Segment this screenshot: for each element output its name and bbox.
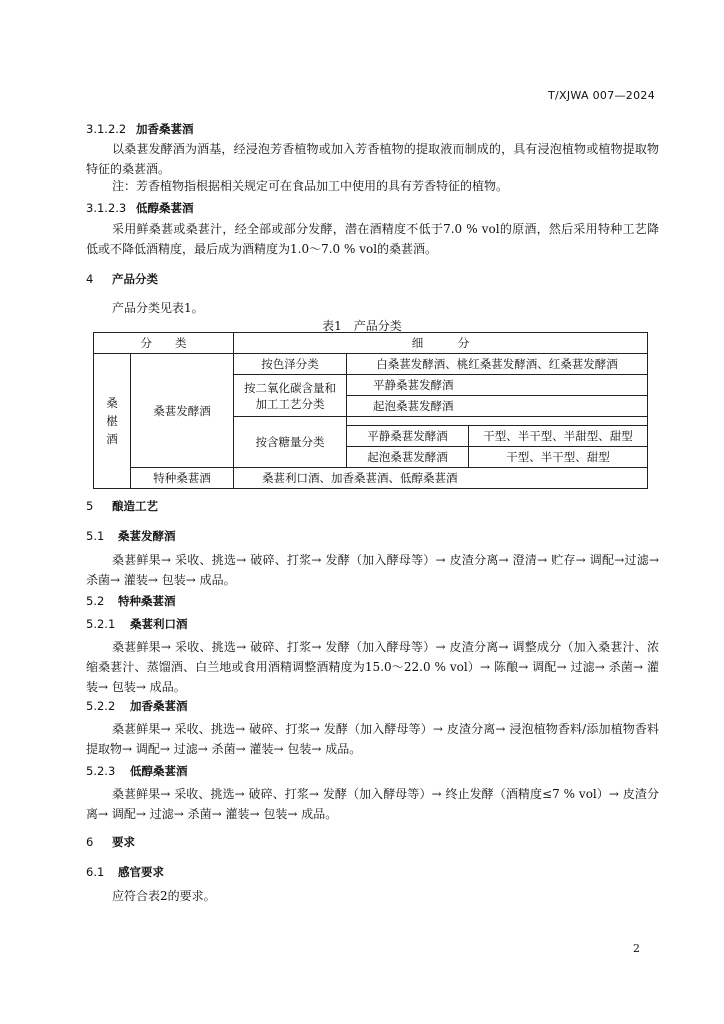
still-sugar-label-cell: 平静桑葚发酵酒: [347, 426, 469, 447]
document-code: T/XJWA 007—2024: [548, 89, 655, 102]
special-detail-cell: 桑葚利口酒、加香桑葚酒、低醇桑葚酒: [234, 468, 648, 489]
heading-3-1-2-2: [86, 121, 194, 137]
sparkling-sugar-label-cell: 起泡桑葚发酵酒: [347, 447, 469, 468]
section-title: 桑葚发酵酒: [118, 529, 176, 543]
still-cell: 平静桑葚发酵酒: [347, 375, 648, 396]
section-title: 加香桑葚酒: [136, 122, 194, 136]
note-3-1-2-2: 注：芳香植物指根据相关规定可在食品加工中使用的具有芳香特征的植物。: [112, 179, 509, 193]
section-number: 5: [86, 499, 94, 513]
page-number: 2: [633, 942, 640, 955]
table-row: [94, 354, 648, 375]
spacer-cell: [347, 417, 648, 426]
section-number: 6: [86, 835, 94, 849]
section-title: 桑葚利口酒: [130, 617, 188, 631]
paragraph-5-2-1: 桑葚鲜果→ 采收、挑选→ 破碎、打浆→ 发酵（加入酵母等）→ 皮渣分离→ 调整成分（加入桑葚汁、浓缩桑葚汁、蒸馏酒、白兰地或食用酒精调整酒精度为15.0～22.0 % vol）→ 陈酿→ 调配→ 过滤→ 杀菌→ 灌装→ 包装→ 成品。: [86, 640, 659, 694]
heading-5-2-3: [86, 763, 188, 779]
heading-4: [86, 271, 158, 287]
section-title: 感官要求: [118, 865, 164, 879]
section-title: 低醇桑葚酒: [130, 764, 188, 778]
section-number: 5.2.3: [86, 764, 116, 778]
section-title: 酿造工艺: [112, 499, 158, 513]
by-color-detail-cell: 白桑葚发酵酒、桃红桑葚发酵酒、红桑葚发酵酒: [347, 354, 648, 375]
section-number: 6.1: [86, 865, 105, 879]
still-sugar-cell: 干型、半干型、半甜型、甜型: [469, 426, 648, 447]
fermented-cell: 桑葚发酵酒: [131, 354, 234, 468]
section-title: 产品分类: [112, 272, 158, 286]
heading-6: [86, 834, 135, 850]
heading-5: [86, 498, 158, 514]
table-caption: 表1 产品分类: [322, 319, 402, 333]
product-classification-table: [93, 332, 648, 489]
heading-3-1-2-3: [86, 200, 194, 216]
section-number: 5.2.2: [86, 699, 116, 713]
heading-5-2-1: [86, 616, 188, 632]
paragraph-5-2-2: 桑葚鲜果→ 采收、挑选→ 破碎、打浆→ 发酵（加入酵母等）→ 皮渣分离→ 浸泡植物香料/添加植物香料提取物→ 调配→ 过滤→ 杀菌→ 灌装→ 包装→ 成品。: [86, 722, 659, 756]
main-category-cell: 桑 椹 酒: [94, 354, 131, 489]
section-number: 5.2: [86, 594, 105, 608]
paragraph-6-1: 应符合表2的要求。: [112, 889, 216, 903]
section-title: 加香桑葚酒: [130, 699, 188, 713]
section-title: 低醇桑葚酒: [136, 201, 194, 215]
header-category: 分 类: [94, 333, 234, 354]
section-number: 4: [86, 272, 94, 286]
header-detail: 细 分: [234, 333, 648, 354]
section-number: 5.1: [86, 529, 105, 543]
paragraph-3-1-2-3: 采用鲜桑葚或桑葚汁，经全部或部分发酵，潜在酒精度不低于7.0 % vol的原酒，然后采用特种工艺降低或不降低酒精度，最后成为酒精度为1.0～7.0 % vol的桑葚酒。: [86, 222, 659, 256]
special-cell: 特种桑葚酒: [131, 468, 234, 489]
paragraph-5-1: 桑葚鲜果→ 采收、挑选→ 破碎、打浆→ 发酵（加入酵母等）→ 皮渣分离→ 澄清→ 贮存→ 调配→过滤→ 杀菌→ 灌装→ 包装→ 成品。: [86, 553, 659, 587]
section-number: 3.1.2.2: [86, 122, 127, 136]
heading-5-2-2: [86, 698, 188, 714]
section-number: 3.1.2.3: [86, 201, 127, 215]
table-row: [94, 468, 648, 489]
heading-5-1: [86, 528, 176, 544]
by-co2-cell: 按二氧化碳含量和加工工艺分类: [234, 375, 347, 417]
sparkling-cell: 起泡桑葚发酵酒: [347, 396, 648, 417]
by-sugar-cell: 按含糖量分类: [234, 417, 347, 468]
paragraph-4: 产品分类见表1。: [112, 301, 204, 315]
paragraph-3-1-2-2: 以桑葚发酵酒为酒基，经浸泡芳香植物或加入芳香植物的提取液而制成的，具有浸泡植物或植物提取物特征的桑葚酒。: [86, 142, 659, 176]
table-header-row: [94, 333, 648, 354]
paragraph-5-2-3: 桑葚鲜果→ 采收、挑选→ 破碎、打浆→ 发酵（加入酵母等）→ 终止发酵（酒精度≤7 % vol）→ 皮渣分离→ 调配→ 过滤→ 杀菌→ 灌装→ 包装→ 成品。: [86, 787, 659, 821]
sparkling-sugar-cell: 干型、半干型、甜型: [469, 447, 648, 468]
heading-5-2: [86, 593, 176, 609]
section-title: 要求: [112, 835, 135, 849]
section-number: 5.2.1: [86, 617, 116, 631]
section-title: 特种桑葚酒: [118, 594, 176, 608]
by-color-cell: 按色泽分类: [234, 354, 347, 375]
heading-6-1: [86, 864, 164, 880]
